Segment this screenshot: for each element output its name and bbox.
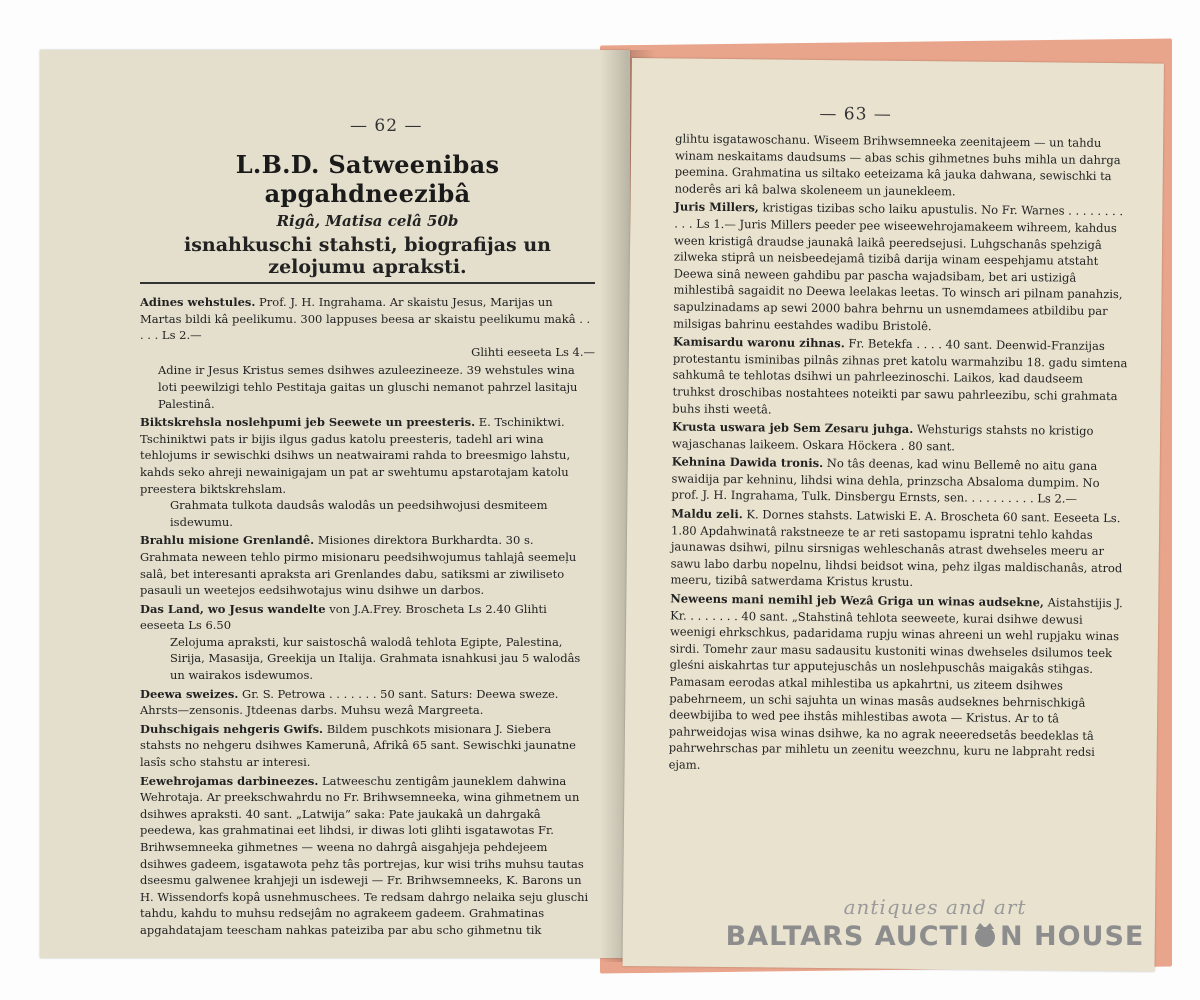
entry-text: Bildem puschkots misionara J. Siebera stahsts no nehgeru dsihwes Kamerunâ, Afrikâ 65 sant. Sewischki jaunatne lasîs scho stahstu ar interesi. <box>140 721 576 770</box>
entry-title: Maldu zeli. <box>671 506 743 522</box>
left-page-content <box>140 150 595 941</box>
right-page <box>622 58 1163 972</box>
catalog-entry <box>140 362 595 412</box>
watermark-brand-part1: BALTARS AUCTI <box>725 921 970 952</box>
catalog-entry <box>140 532 595 598</box>
entry-text: Aistahstijis J. Kr. . . . . . . . 40 sant. „Stahstinâ tehlota seeweete, kurai dsihwe dewusi weenigi ehrkschkus, padaridama rupju winas ahreeni un wehl rupjaku winas sirdi. Tomehr zaur masu sadausitu kustoniti winas dwehseles dsilumos teek gleśni aiskahrtas tur apputejuschâs un noslehpuschâs maigakâs stihgas. Pamasam eerodas atkal mihlestiba us apkahrtni, us ziteem dsihwes pabehrneem, un schi sajuhta un winas masâs audseknes behrnischkigâ deewbijiba to wed pee ihstâs mihlestibas awota — Kristus. Ar to tâ pahrweidojas wisa winas dsihwe, ka no agrak neeeredsetâs beedeklas tâ pahrwehrschas par mihletu un zeenitu weezchnu, kuru ne labpraht redsi ejam. <box>668 595 1123 772</box>
entry-note: Zelojuma apraksti, kur saistoschâ walodâ tehlota Egipte, Palestina, Sirija, Masasija, Greekija un Italija. Grahmata isnahkusi jau 5 walodâs un wairakos isdewumos. <box>170 634 581 683</box>
entry-price: Glihti eeseeta Ls 4.— <box>471 344 595 359</box>
page-number-right: — 63 — <box>819 103 892 125</box>
entry-title: Biktskrehsla noslehpumi jeb Seewete un preesteris. <box>140 415 476 430</box>
entry-text: Prof. J. H. Ingrahama. Ar skaistu Jesus, Marijas un Martas bildi kâ peelikumu. 300 lappuses beesa ar skaistu peelikumu makâ . . . . . Ls 2.— <box>140 295 591 343</box>
entry-text: Latweeschu zentigâm jauneklem dahwina Wehrotaja. Ar preekschwahrdu no Fr. Brihwsemneeka, wina gihmetnem un dsihwes apraksti. 40 sant. „Latwija” saka: Pate jaukakâ un dahrgakâ peedewa, kas grahmatinai eet lihdsi, ir diwas loti glihti isgatawotas Fr. Brihwsemneeka gihmetnes — weena no dahrgâ aisgahjeja pehdejeem dsihwes gadeem, isgatawota pehz tâs portrejas, kur wisi trihs muhsu tautas dseesmu galwenee krahjeji un isdeweji — Fr. Brihwsemneeks, K. Barons un H. Wissendorfs kopâ usnehmuschees. Te redsam dahrgo nelaika seju gluschi tahdu, kahdu to muhsu redsejâm no agrakeem gadeem. Grahmatinas apgahdatajam teescham nahkas pateiziba par abu scho gihmetnu tik <box>140 773 589 937</box>
catalog-entry <box>140 414 595 530</box>
catalog-entry <box>670 505 1126 593</box>
catalog-entry <box>140 773 595 939</box>
entry-title: Neweens mani nemihl jeb Wezâ Griga un winas audsekne, <box>670 591 1045 610</box>
catalog-entry <box>140 686 595 719</box>
entry-title: Deewa sweizes. <box>140 686 239 701</box>
entry-title: Kamisardu waronu zihnas. <box>672 334 845 351</box>
auction-house-watermark <box>700 895 1170 956</box>
catalog-entry <box>140 294 595 360</box>
catalog-entry <box>672 334 1128 422</box>
watermark-tagline: antiques and art <box>843 895 1027 919</box>
watermark-brand <box>700 919 1170 956</box>
catalog-entry <box>140 721 595 771</box>
entry-text: No tâs deenas, kad winu Bellemê no aitu gana swaidija par kehninu, lihdsi wina dehla, prinzscha Absaloma dumpim. No prof. J. H. Ingrahama, Tulk. Dinsbergu Ernsts, sen. . . . . . . . . . Ls 2.— <box>671 456 1100 507</box>
entry-text: Misiones direktora Burkhardta. 30 s. Grahmata neween tehlo pirmo misionaru peedsihwojumus tahlajâ seemeļu salâ, bet interesanti apraksta ari Grenlandes dabu, satiksmi ar ziwiliseto pasauli un weetejos eedsihwotajus winu dsihwe un darbos. <box>140 533 577 598</box>
entry-title: Kehnina Dawida tronis. <box>671 454 824 471</box>
entry-text: E. Tschiniktwi. Tschiniktwi pats ir bijis ilgus gadus katolu preesteris, tadehl ari wina tehlojums ir sewischki dsihws un neatwairami rahda to breesmigo lahstu, kahds seko ahreji newainigajam un pat ar swehtumu apstarotajam katolu preestera biktskrehslam. <box>140 415 571 496</box>
entry-text: kristigas tizibas scho laiku apustulis. No Fr. Warnes . . . . . . . . . . . Ls 1.— Juris Millers peeder pee wiseewehrojamakeem wihreem, kahdus ween kristigâ draudse jaunakâ laikâ peeredsejusi. Luhgschanâs spehzigâ zilweka stiprâ un neisbeedejamâ tizibâ darija winam eespehjamu atstaht Deewa sinâ neween gahdibu par pascha wajadsibam, bet ari ustizigâ mihlestibâ sagaidit no Deewa leelakas leetas. To winsch ari pilnam panahzis, sapulzinadams ap sewi 2000 bahra behrnu un usnemdamees atbildibu par milsigas bahrinu eestahdes wadibu Bristolê. <box>673 200 1124 333</box>
catalog-entry <box>675 130 1131 201</box>
entry-title: Adines wehstules. <box>140 295 256 309</box>
entry-title: Krusta uswara jeb Sem Zesaru juhga. <box>672 419 914 437</box>
entry-note: Grahmata tulkota daudsâs walodâs un peedsihwojusi desmiteem isdewumu. <box>170 498 548 529</box>
entry-title: Juris Millers, <box>674 199 759 215</box>
publisher-address: Rigâ, Matisa celâ 50b <box>276 212 459 230</box>
catalog-heading: isnahkuschi stahsti, biografijas un zelojumu apraksti. <box>140 234 595 284</box>
entry-title: Duhschigais nehgeris Gwifs. <box>140 721 324 736</box>
entry-text: Gr. S. Petrowa . . . . . . . 50 sant. Saturs: Deewa sweze. Ahrsts—zensonis. Jtdeenas darbs. Muhsu wezâ Margreeta. <box>140 686 559 718</box>
entry-text: glihtu isgatawoschanu. Wiseem Brihwsemneeka zeenitajeem — un tahdu winam neskaitams daudsums — abas schis gihmetnes buhs mihla un dahrga peemina. Grahmatina us siltako eeteizama kâ jauka dahwana, sewischki ta noderês ari kâ balwa skoleneem un jaunekleem. <box>674 131 1121 199</box>
right-page-content <box>668 130 1130 779</box>
crown-icon <box>970 919 1000 956</box>
page-title: L.B.D. Satweenibas apgahdneezibâ <box>235 150 500 208</box>
entry-title: Das Land, wo Jesus wandelte <box>140 601 326 616</box>
left-page <box>40 50 630 958</box>
catalog-entry <box>671 454 1126 509</box>
entry-text: K. Dornes stahsts. Latwiski E. A. Broscheta 60 sant. Eeseeta Ls. 1.80 Apdahwinatâ rakstneeze te ar reti sastopamu ispratni tehlo kahdas jaunawas dsihwi, pilnu sirsnigas wehleschanâs atrast dwehseles meeru ar sawu labo darbu nopelnu, lihdsi beidsot wina, pehz ilgas maldischanâs, atrod meeru, tizibâ satwerdama Kristus krustu. <box>670 507 1123 590</box>
entry-text: Adine ir Jesus Kristus semes dsihwes azuleezineeze. 39 wehstules wina loti peewilzigi tehlo Pestitaja gaitas un gluschi nemanot pahrzel lasitaju Palestinâ. <box>158 363 578 411</box>
entry-title: Eewehrojamas darbineezes. <box>140 773 319 788</box>
watermark-brand-part2: N HOUSE <box>999 921 1145 952</box>
entry-text: Wehsturigs stahsts no kristigo wajaschanas laikeem. Oskara Höckera . 80 sant. <box>671 422 1094 454</box>
entry-title: Brahlu misione Grenlandê. <box>140 533 315 548</box>
page-number-left: — 62 — <box>350 116 423 136</box>
catalog-entry <box>669 590 1126 777</box>
entry-text: Fr. Betekfa . . . . 40 sant. Deenwid-Franzijas protestantu isminibas pilnâs zihnas pret katolu warmahzibu 18. gadu simtena sahkumâ te tehlotas dsihwi un pahrleezinoschi. Laikos, kad daudseem truhkst droschibas nostahtees noteikti par sawu pahrleezibu, schi grahmata buhs ihsti weetâ. <box>672 336 1128 416</box>
catalog-entry <box>673 199 1129 337</box>
catalog-entry <box>140 601 595 684</box>
catalog-entry <box>672 419 1127 457</box>
entry-text: von J.A.Frey. Broscheta Ls 2.40 Glihti eeseeta Ls 6.50 <box>140 601 547 633</box>
